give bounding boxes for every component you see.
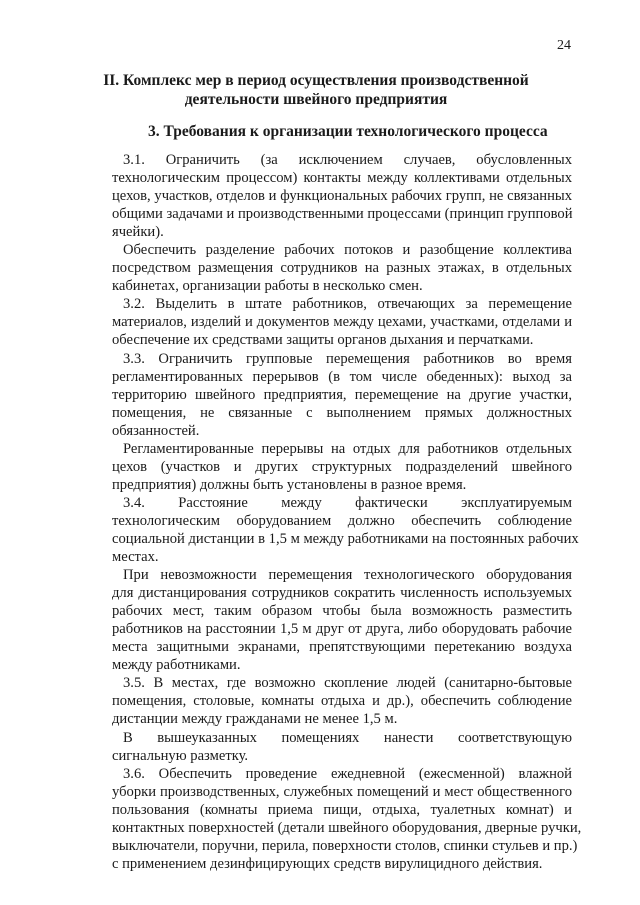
paragraph-line: пользования (комнаты приема пищи, отдыха, туалетных комнат) и [112,801,572,818]
paragraph-line: цехов, участков, отделов и функциональных рабочих групп, не связанных [112,188,572,205]
page-number: 24 [557,38,571,53]
paragraph-line: технологическим процессом) контакты между коллективами отдельных [112,170,572,187]
paragraph-line: 3.6. Обеспечить проведение ежедневной (ежесменной) влажной [123,765,572,782]
paragraph-line: посредством размещения сотрудников на разных этажах, в отдельных [112,260,572,277]
paragraph-line: помещения, столовые, комнаты отдыха и др.), обеспечить соблюдение [112,693,572,710]
paragraph-line: В вышеуказанных помещениях нанести соответствующую [123,729,572,746]
subsection-title: 3. Требования к организации технологического процесса [148,123,548,140]
paragraph [112,440,572,494]
paragraph [112,674,572,728]
section-title-line: II. Комплекс мер в период осуществления производственной [103,72,529,89]
paragraph-line: дистанции между гражданами не менее 1,5 м. [112,711,398,728]
paragraph-line: рабочих мест, таким образом чтобы была возможность разместить [112,603,572,620]
paragraph-line: кабинетах, организации работы в несколько смен. [112,278,423,295]
paragraph-line: 3.3. Ограничить групповые перемещения работников во время [123,350,572,367]
paragraph [112,494,579,566]
paragraph-line: местах. [112,549,159,566]
paragraph-line: ячейки). [112,224,164,241]
paragraph-line: уборки производственных, служебных помещений и мест общественного [112,783,572,800]
paragraph [112,295,572,349]
paragraph [112,729,572,765]
paragraph-line: между работниками. [112,657,241,674]
paragraph [112,566,572,674]
paragraph-line: регламентированных перерывов (в том числе обеденных): выход за [112,368,572,385]
paragraph-line: сигнальную разметку. [112,747,249,764]
paragraph-line: При невозможности перемещения технологического оборудования [123,567,572,584]
paragraph-line: помещения, не связанные с выполнением прямых должностных [112,404,572,421]
paragraph-line: обязанностей. [112,422,200,439]
document-body [112,151,582,873]
paragraph-line: материалов, изделий и документов между цехами, участками, отделами и [112,314,572,331]
paragraph-line: цехов (участков и других структурных подразделений швейного [112,458,572,475]
paragraph [112,350,572,440]
paragraph-line: выключатели, поручни, перила, поверхности столов, спинки стульев и пр.) [112,837,578,854]
paragraph-line: с применением дезинфицирующих средств вирулицидного действия. [112,855,543,872]
paragraph-line: предприятия) должны быть установлены в разное время. [112,476,467,493]
section-title [86,71,546,109]
paragraph-line: территорию швейного предприятия, перемещение на другие участки, [112,386,572,403]
paragraph-line: 3.4. Расстояние между фактически эксплуатируемым [123,494,572,511]
paragraph-line: 3.1. Ограничить (за исключением случаев, обусловленных [123,152,572,168]
paragraph [112,765,582,873]
paragraph-line: технологическим оборудованием должно обеспечить соблюдение [112,512,572,529]
paragraph-line: работников на расстоянии 1,5 м друг от друга, либо оборудовать рабочие [112,621,572,638]
paragraph-line: обеспечение их средствами защиты органов дыхания и перчатками. [112,332,534,349]
paragraph-line: общими задачами и производственными процессами (принцип групповой [112,206,573,223]
paragraph-line: социальной дистанции в 1,5 м между работниками на постоянных рабочих [112,530,579,547]
paragraph [112,151,572,241]
paragraph-line: контактных поверхностей (детали швейного оборудования, дверные ручки, [112,819,582,836]
paragraph-line: Регламентированные перерывы на отдых для работников отдельных [123,440,572,457]
paragraph-line: для дистанцирования сотрудников сократить численность используемых [112,585,572,602]
paragraph-line: Обеспечить разделение рабочих потоков и разобщение коллектива [123,242,572,259]
paragraph-line: 3.2. Выделить в штате работников, отвечающих за перемещение [123,296,572,313]
paragraph-line: 3.5. В местах, где возможно скопление людей (санитарно-бытовые [123,675,572,692]
paragraph [112,241,572,295]
section-title-line: деятельности швейного предприятия [184,91,448,108]
paragraph-line: места защитными экранами, препятствующими перетеканию воздуха [112,639,572,656]
